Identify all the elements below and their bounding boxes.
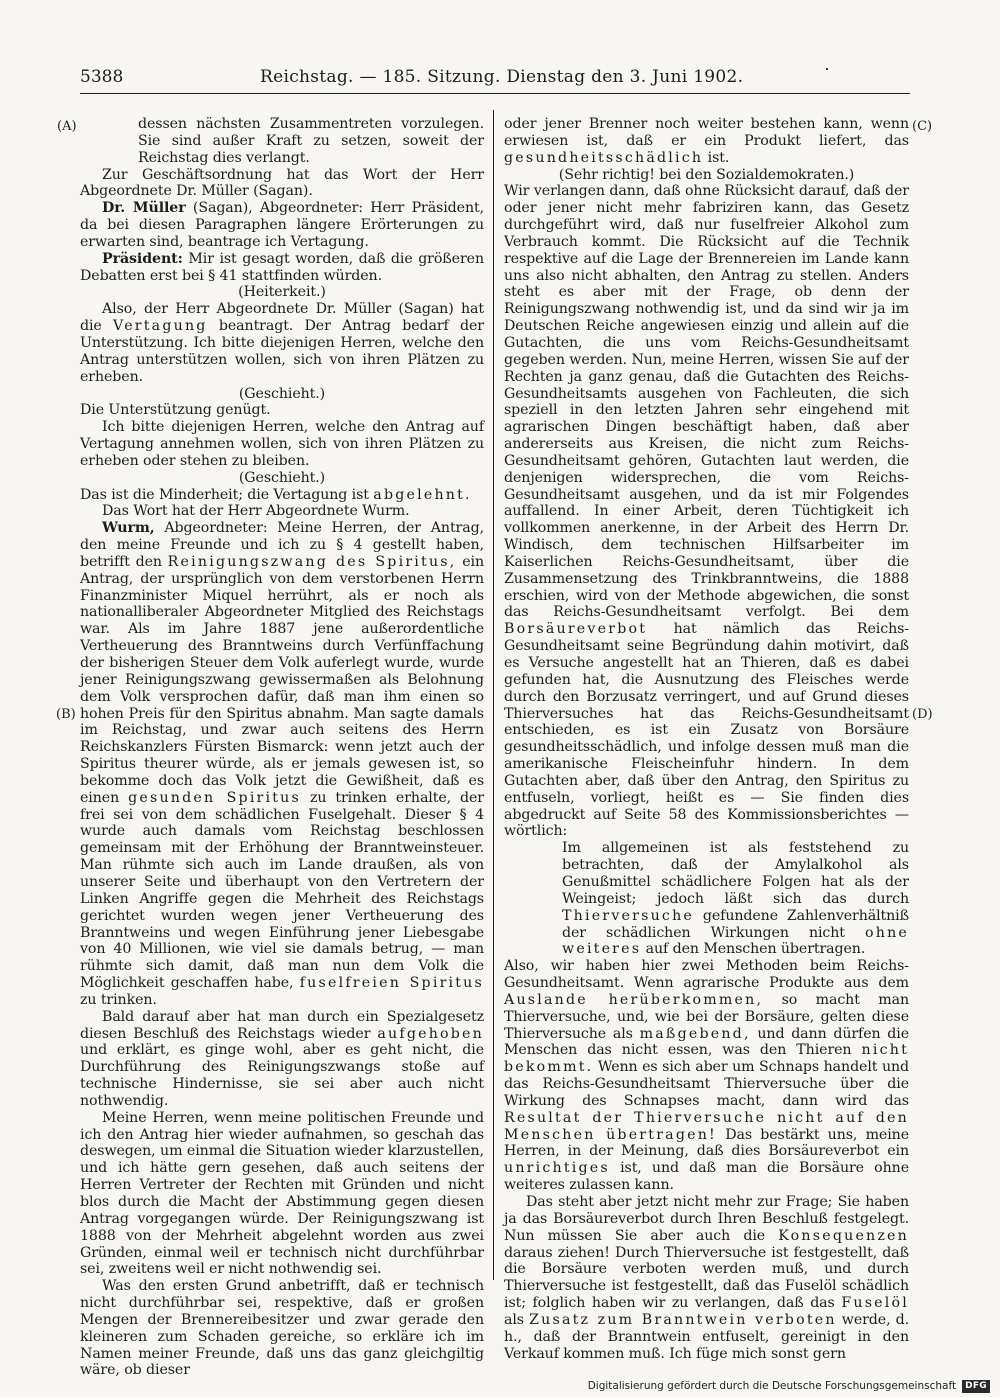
paragraph: Wir verlangen dann, daß ohne Rücksicht darauf, daß der oder jener nicht mehr fabriziren kann, das Gesetz durchgeführt wird, daß nur fuselfreier Alkohol zum Verbrauch kommt. Die Rücksicht auf die Technik respektive auf die Lage der Brennereien im Lande kann uns also nicht abhalten, den Antrag zu stellen. Anders steht es aber mit der Frage, ob denn der Reinigungszwang nothwendig ist, und da sind wir ja im Deutschen Reiche angewiesen einzig und allein auf die Gutachten, die uns vom Reichs-Gesundheitsamt gegeben werden. Nun, meine Herren, wissen Sie auf der Rechten ja ganz genau, daß die Gutachten des Reichs-Gesundheitsamts ausgehen von Fachleuten, die sich speziell in den letzten Jahren sehr eingehend mit agrarischen Dingen beschäftigt haben, daß aber andererseits aus Kreisen, die nicht zum Reichs-Gesundheitsamt gehören, Gutachten laut werden, die denjenigen widersprechen, die vom Reichs-Gesundheitsamt ausgehen, und da ist mir Folgendes auffallend. In einer Arbeit, deren Tüchtigkeit ich vollkommen anerkenne, in der Arbeit des Herrn Dr. Windisch, dem technischen Hilfsarbeiter im Kaiserlichen Reichs-Gesundheitsamt, über die Zusammensetzung des Trinkbranntweins, die 1888 erschien, wird von der Methode abgewichen, die sonst das Reichs-Gesundheitsamt verfolgt. Bei dem Borsäureverbot hat nämlich das Reichs-Gesundheitsamt seine Begründung dahin motivirt, daß es Versuche angestellt hat an Thieren, daß es dabei gefunden hat, die Ausnutzung des Fleisches werde durch den Borzusatz verringert, und auf Grund dieses Thierversuches hat das Reichs-Gesundheitsamt entschieden, es ist ein Zusatz von Borsäure gesundheitsschädlich, und infolge dessen muß man die amerikanische Fleischeinfuhr hindern. In dem Gutachten aber, daß über den Antrag, den Spiritus zu entfuseln, vorliegt, heißt es — Sie finden dies abgedruckt auf Seite 58 des Kommissionsberichtes — wörtlich: — [504, 183, 909, 840]
running-title: Reichstag. — 185. Sitzung. Dienstag den 3. Juni 1902. — [260, 67, 744, 87]
paragraph: Also, wir haben hier zwei Methoden beim Reichs-Gesundheitsamt. Wenn agrarische Produkte aus dem Auslande herüberkommen, so macht man Thierversuche, und, wie bei der Borsäure, gelten diese Thierversuche als maßgebend, und dann dürfen die Menschen das nicht essen, was den Thieren nicht bekommt. Wenn es sich aber um Schnaps handelt und das Reichs-Gesundheitsamt Thierversuche über die Wirkung des Schnapses macht, dann wird das Resultat der Thierversuche nicht auf den Menschen übertragen! Das bestärkt uns, meine Herren, in der Meinung, daß dies Borsäureverbot ein unrichtiges ist, und daß man die Borsäure ohne weiteres zulassen kann. — [504, 958, 910, 1194]
interjection: (Geschieht.) — [238, 385, 326, 402]
speaker-name: Präsident: — [102, 250, 183, 267]
paragraph: Das Wort hat der Herr Abgeordnete Wurm. — [102, 503, 410, 520]
interjection: (Sehr richtig! bei den Sozialdemokraten.) — [558, 166, 855, 183]
speech-paragraph: Präsident: Mir ist gesagt worden, daß die größeren Debatten erst bei § 41 stattfinden würden. — [80, 250, 484, 284]
paragraph: Die Unterstützung genügt. — [80, 402, 271, 419]
paragraph: Das steht aber jetzt nicht mehr zur Frage; Sie haben ja das Borsäureverbot durch Ihren Beschluß festgelegt. Nun müssen Sie aber auch die Konsequenzen daraus ziehen! Durch Thierversuche ist festgestellt, daß die Borsäure verboten werden muß, und durch Thierversuche ist festgestellt, daß das Fuselöl schädlich ist; folglich haben wir zu verlangen, daß das Fuselöl als Zusatz zum Branntwein verboten werde, d. h., daß der Branntwein entfuselt, gereinigt in den Verkauf kommen muß. Ich füge mich sonst gern — [504, 1194, 909, 1362]
credit-text: Digitalisierung gefördert durch die Deutsche Forschungsgemeinschaft — [587, 1380, 957, 1392]
paragraph: Was den ersten Grund anbetrifft, daß er technisch nicht durchführbar sei, respektive, daß er großen Mengen der Brennereibesitzer und zwar gerade den kleineren zum Schaden gereiche, so erkläre ich im Namen meiner Freunde, daß uns das ganz gleichgiltig wäre, ob dieser — [80, 1278, 484, 1379]
digitization-credit — [588, 1378, 990, 1394]
interjection: (Geschieht.) — [238, 469, 326, 486]
interjection: (Heiterkeit.) — [238, 284, 326, 301]
speaker-name: Wurm, — [102, 520, 155, 537]
left-column — [80, 116, 484, 1379]
paragraph: Meine Herren, wenn meine politischen Freunde und ich den Antrag hier wieder aufnahmen, so geschah das deswegen, um einmal die Situation wieder klarzustellen, und ich hätte gern gesehen, daß auch seitens der Herren Vertreter der Rechten mit Gründen und nicht blos durch die Macht der Abstimmung gegen diesen Antrag vorgegangen würde. Der Reinigungszwang ist 1888 von der Mehrheit abgelehnt worden aus zwei Gründen, einmal weil er technisch nicht durchführbar sei, zweitens weil er nicht nothwendig sei. — [80, 1109, 484, 1278]
margin-marker-c: (C) — [912, 119, 933, 134]
margin-marker-b: (B) — [56, 707, 76, 722]
paragraph: Bald darauf aber hat man durch ein Spezialgesetz diesen Beschluß des Reichstags wieder aufgehoben und erklärt, es ginge wohl, aber es geht nicht, die Durchführung des Reinigungszwangs stoße auf technische Hindernisse, sie sei aber auch nicht nothwendig. — [80, 1008, 484, 1109]
dfg-logo: DFG — [962, 1380, 990, 1393]
paragraph: Ich bitte diejenigen Herren, welche den Antrag auf Vertagung annehmen wollen, sich von ihren Plätzen zu erheben oder stehen zu bleiben. — [80, 419, 484, 469]
paragraph: Das ist die Minderheit; die Vertagung ist abgelehnt. — [80, 486, 472, 503]
speech-paragraph: Dr. Müller (Sagan), Abgeordneter: Herr Präsident, da bei diesen Paragraphen längere Erörterungen zu erwarten sind, beantrage ich Vertagung. — [80, 200, 484, 250]
block-quote: Im allgemeinen ist als feststehend zu betrachten, daß der Amylalkohol als Genußmittel schädlichere Folgen hat als der Weingeist; jedoch läßt sich das durch Thierversuche gefundene Zahlenverhältniß der schädlichen Wirkungen nicht ohne weiteres auf den Menschen übertragen. — [562, 840, 909, 958]
paragraph: oder jener Brenner noch weiter bestehen kann, wenn erwiesen ist, daß er ein Produkt liefert, das gesundheitsschädlich ist. — [504, 116, 909, 166]
speech-paragraph: Wurm, Abgeordneter: Meine Herren, der Antrag, den meine Freunde und ich zu § 4 gestellt haben, betrifft den Reinigungszwang des Spiritus, ein Antrag, der ursprünglich von dem verstorbenen Herrn Finanzminister Miquel herrührt, als er noch als nationalliberaler Abgeordneter Mitglied des Reichstags war. Als im Jahre 1887 jene außerordentliche Vertheuerung des Branntweins durch Verfünffachung der bisherigen Steuer dem Volk auferlegt wurde, wurde jener Reinigungszwang gewissermaßen als Belohnung dem Volk versprochen dafür, daß man ihm einen so hohen Preis für den Spiritus abnahm. Man sagte damals im Reichstag, und zwar auch seitens des Herrn Reichskanzlers Fürsten Bismarck: wenn jetzt auch der Spiritus theurer würde, als er jemals gewesen ist, so bekomme doch das Volk jetzt die Gewißheit, daß es einen gesunden Spiritus zu trinken erhalte, der frei sei von dem schädlichen Fuselgehalt. Dieser § 4 wurde auch damals vom Reichstag beschlossen gemeinsam mit der Erhöhung der Branntweinsteuer. Man rühmte sich auch im Lande draußen, als von unserer Seite und überhaupt von den Vertretern der Linken Angriffe gegen die Mehrheit des Reichstags gerichtet wurden wegen jener Vertheuerung des Branntweins und wegen Einführung jener Liebesgabe von 40 Millionen, wie viel sie damals betrug, — man rühmte sich damit, daß man nun dem Volk die Möglichkeit geschaffen habe, fuselfreien Spiritus zu trinken. — [80, 520, 485, 1008]
margin-marker-d: (D) — [912, 707, 933, 722]
paragraph: Zur Geschäftsordnung hat das Wort der Herr Abgeordnete Dr. Müller (Sagan). — [80, 166, 484, 200]
column-divider — [493, 110, 494, 1280]
header-rule — [80, 93, 910, 94]
right-column — [504, 116, 909, 1362]
speaker-name: Dr. Müller — [102, 200, 186, 217]
page-number: 5388 — [80, 67, 124, 87]
page-header — [80, 66, 910, 92]
paragraph: dessen nächsten Zusammentreten vorzulegen. Sie sind außer Kraft zu setzen, soweit der Reichstag dies verlangt. — [138, 116, 484, 166]
margin-marker-a: (A) — [57, 119, 77, 134]
paragraph: Also, der Herr Abgeordnete Dr. Müller (Sagan) hat die Vertagung beantragt. Der Antrag bedarf der Unterstützung. Ich bitte diejenigen Herren, welche den Antrag unterstützen wollen, sich von ihren Plätzen zu erheben. — [80, 301, 484, 385]
